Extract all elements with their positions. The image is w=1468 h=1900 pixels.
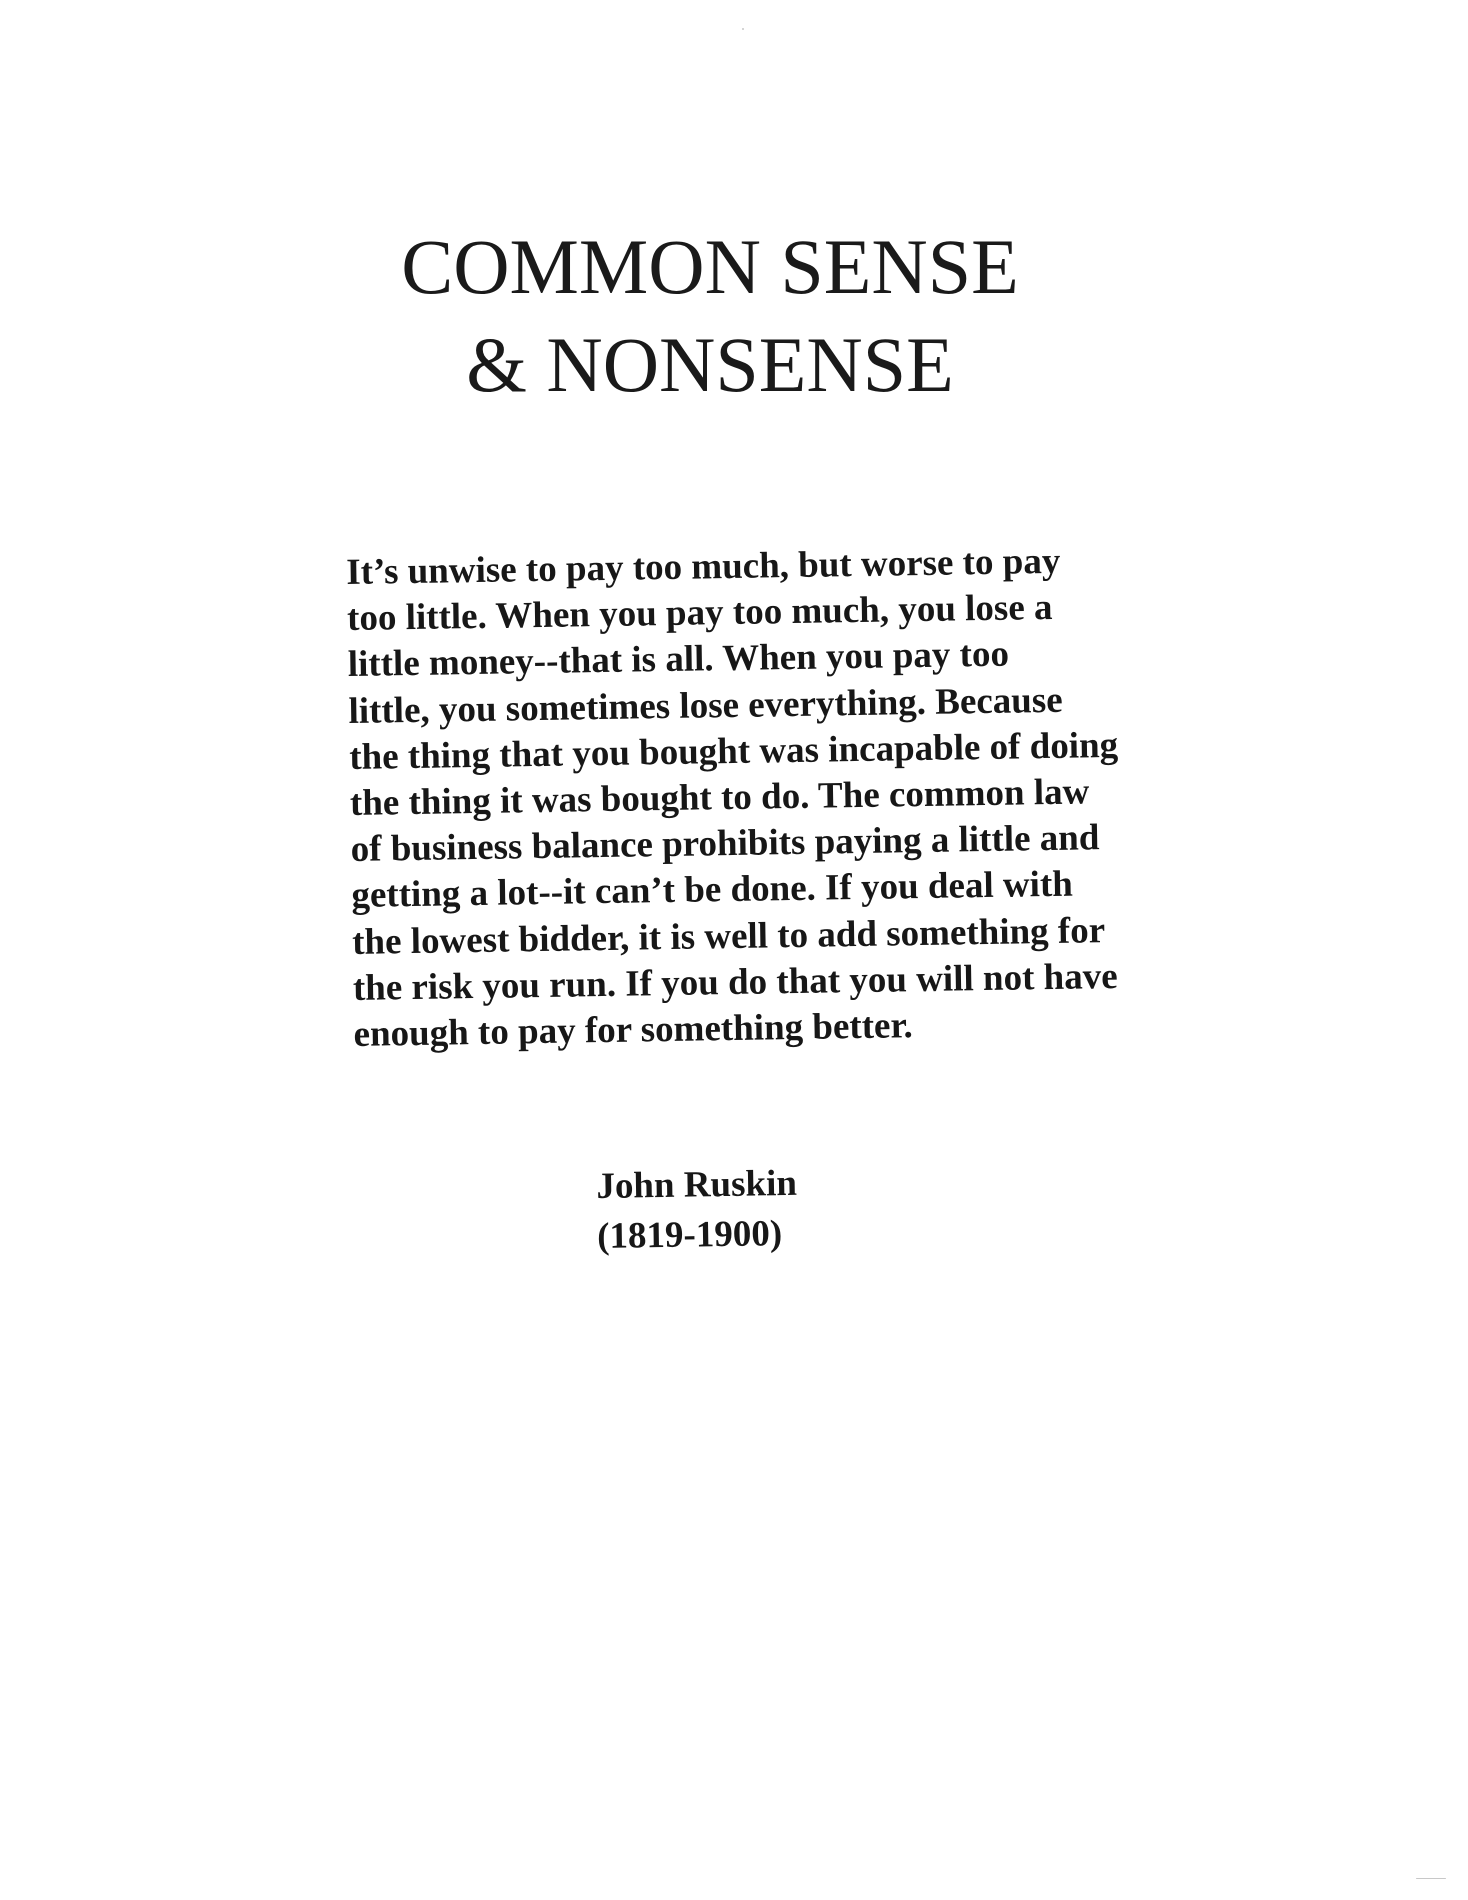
quote-line: enough to pay for something better. bbox=[353, 1005, 913, 1055]
quote-line: It’s unwise to pay too much, but worse to pay bbox=[346, 540, 1061, 593]
quote-line: the thing it was bought to do. The common law bbox=[349, 771, 1090, 824]
title-line-2: & NONSENSE bbox=[466, 321, 954, 408]
quote-line: the lowest bidder, it is well to add something for bbox=[351, 909, 1106, 963]
quote-line: the risk you run. If you do that you will not have bbox=[352, 955, 1118, 1009]
title-line-1: COMMON SENSE bbox=[401, 223, 1019, 310]
quote-line: the thing that you bought was incapable of doing bbox=[348, 724, 1119, 778]
quote-line: little, you sometimes lose everything. Because bbox=[348, 679, 1063, 732]
author-years: (1819-1900) bbox=[596, 1213, 783, 1257]
quote-line: too little. When you pay too much, you lose a bbox=[346, 587, 1053, 640]
scan-speck bbox=[1416, 1878, 1446, 1879]
quote-line: getting a lot--it can’t be done. If you deal with bbox=[351, 864, 1074, 917]
quote-paragraph bbox=[346, 537, 1174, 1058]
quote-line: of business balance prohibits paying a little and bbox=[350, 817, 1100, 871]
scan-speck bbox=[742, 28, 744, 30]
quote-line: little money--that is all. When you pay too bbox=[347, 634, 1010, 686]
attribution bbox=[596, 1158, 858, 1262]
author-name: John Ruskin bbox=[596, 1162, 798, 1207]
